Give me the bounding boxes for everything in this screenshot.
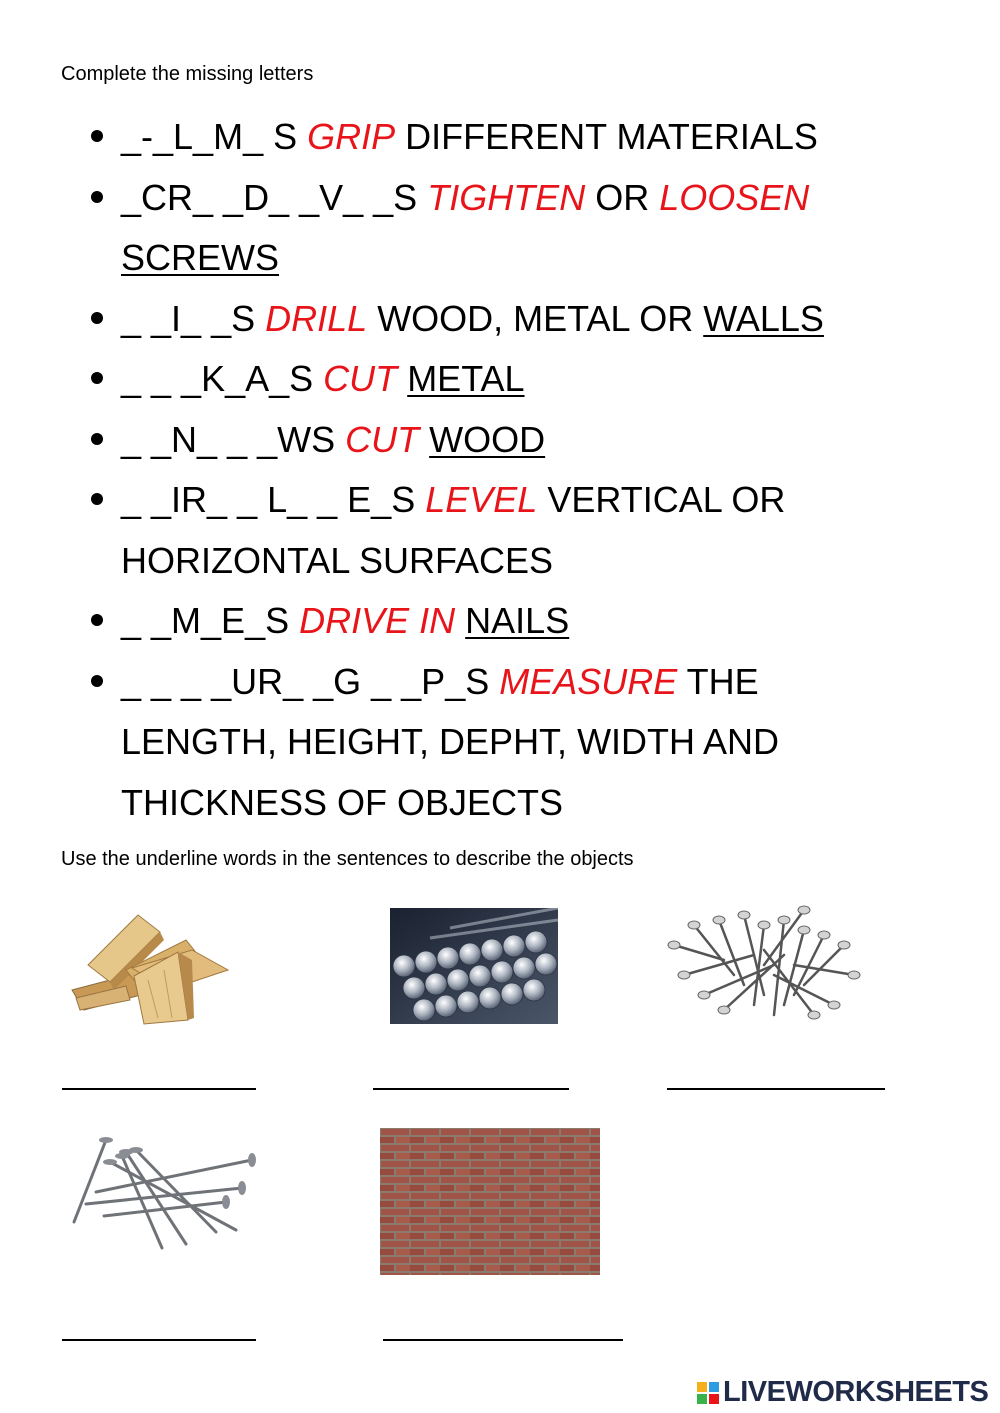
logo-text: LIVEWORKSHEETS — [723, 1376, 989, 1408]
blank-word[interactable]: _ _ _ _UR_ _G _ _P_S — [121, 660, 490, 702]
verb: TIGHTEN — [427, 176, 586, 218]
sentence-rest: OR — [595, 176, 650, 218]
list-item — [90, 107, 890, 168]
list-item — [90, 289, 890, 350]
blank-word[interactable]: _ _I_ _S — [121, 297, 256, 339]
sentence-rest: DIFFERENT MATERIALS — [405, 116, 818, 157]
blank-word[interactable]: _-_L_M_ S — [121, 116, 298, 157]
blank-word[interactable]: _ _N_ _ _WS — [121, 418, 336, 460]
sentence-rest: WOOD, METAL OR — [377, 297, 694, 339]
verb: CUT — [345, 418, 420, 460]
sentence-rest: VERTICAL OR HORIZONTAL SURFACES — [121, 479, 786, 581]
list-item — [90, 410, 890, 471]
answer-line-3[interactable] — [667, 1088, 885, 1090]
answer-line-2[interactable] — [373, 1088, 569, 1090]
underlined-word: WALLS — [703, 297, 824, 339]
answer-line-1[interactable] — [62, 1088, 256, 1090]
instruction-describe-objects: Use the underline words in the sentences to describe the objects — [61, 848, 634, 870]
underlined-word: NAILS — [465, 600, 570, 641]
instruction-complete-letters: Complete the missing letters — [61, 63, 314, 85]
blank-word[interactable]: _ _M_E_S — [121, 600, 290, 641]
underlined-word: WOOD — [429, 418, 546, 460]
blank-word[interactable]: _ _IR_ _ L_ _ E_S — [121, 479, 416, 520]
underlined-word: METAL — [407, 358, 525, 399]
answer-line-4[interactable] — [62, 1339, 256, 1341]
verb: CUT — [323, 358, 398, 399]
metal-bars-image — [390, 908, 558, 1024]
blank-word[interactable]: _CR_ _D_ _V_ _S — [121, 176, 418, 218]
verb: DRIVE IN — [299, 600, 456, 641]
blank-word[interactable]: _ _ _K_A_S — [121, 358, 314, 399]
logo-mark-icon — [697, 1382, 719, 1404]
sentence-rest: THE LENGTH, HEIGHT, DEPHT, WIDTH AND THICKNESS OF OBJECTS — [121, 660, 780, 823]
list-item — [90, 591, 890, 652]
list-item — [90, 470, 890, 591]
nails-image — [66, 1132, 258, 1250]
list-item — [90, 652, 890, 834]
brick-wall-image — [380, 1128, 600, 1275]
answer-line-5[interactable] — [383, 1339, 623, 1341]
verb: GRIP — [307, 116, 396, 157]
list-item — [90, 349, 890, 410]
wood-planks-image — [68, 910, 230, 1025]
screws-image — [664, 905, 864, 1030]
verb-second: LOOSEN — [659, 176, 810, 218]
underlined-word: SCREWS — [121, 237, 280, 278]
verb: DRILL — [265, 297, 368, 339]
verb: MEASURE — [499, 660, 678, 702]
verb: LEVEL — [425, 479, 538, 520]
list-item — [90, 168, 890, 289]
fill-in-list — [90, 107, 890, 833]
liveworksheets-logo — [697, 1376, 988, 1409]
